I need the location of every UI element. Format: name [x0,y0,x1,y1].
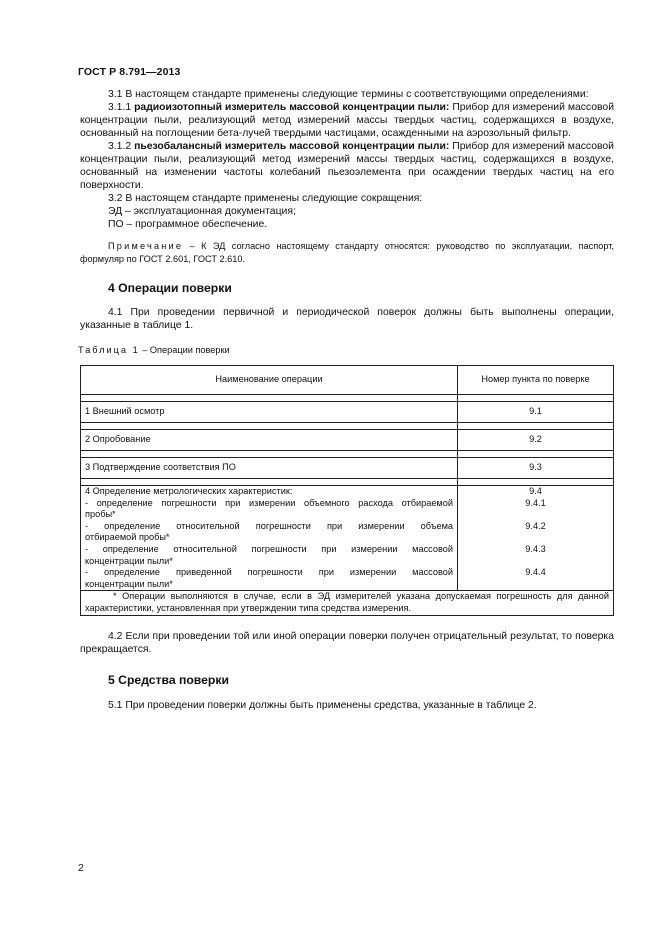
term-3-1-2: 3.1.2 пьезобалансный измеритель массовой концентрации пыли: Прибор для измерений массовой концентрации пыли, реализующий метод измерений массы твердых частиц, содержащихся в воздухе, основанный на изменении частоты колебаний пьезоэлемента при осаждении твердых частиц на его поверхности. [80,141,614,191]
table-footnote: * Операции выполняются в случае, если в ЭД измерителей указана допускаемая погрешность для данной характеристики, установленная при утверждении типа средства измерения. [81,591,614,615]
paragraph-3-1: 3.1 В настоящем стандарте применены следующие термины с соответствующими определениями: [108,89,589,100]
table-row: 3 Подтверждение соответствия ПО 9.3 [81,458,614,479]
table-row: 2 Опробование 9.2 [81,430,614,451]
column-header-operation: Наименование операции [81,366,458,395]
term-name: радиоизотопный измеритель массовой концентрации пыли: [134,102,450,113]
table-caption: Таблица 1 – Операции поверки [78,345,230,355]
paragraph-3-2: 3.2 В настоящем стандарте применены следующие сокращения: [108,193,423,204]
paragraph-4-1: 4.1 При проведении первичной и периодической поверок должны быть выполнены операции, указанные в таблице 1. [80,307,614,331]
page-content [80,88,614,712]
section-4-title: 4 Операции поверки [108,281,232,295]
note-label: Примечание [108,241,184,251]
term-definition: Прибор для измерений массовой концентрации пыли, реализующий метод измерений массы твердых частиц, содержащихся в воздухе, основанный на изменении частоты колебаний пьезоэлемента при осаждении твердых частиц на его поверхности. [80,141,614,191]
paragraph-4-2: 4.2 Если при проведении той или иной операции поверки получен отрицательный результат, то поверка прекращается. [80,630,614,655]
operations-table [80,365,614,616]
note-text: – К ЭД согласно настоящему стандарту относятся: руководство по эксплуатации, паспорт, формуляр по ГОСТ 2.601, ГОСТ 2.610. [80,241,614,264]
table-row: 1 Внешний осмотр 9.1 [81,402,614,423]
term-name: пьезобалансный измеритель массовой концентрации пыли: [134,141,450,152]
table-header-row [81,366,614,395]
note [80,240,614,266]
abbreviation-po: ПО – программное обеспечение. [108,219,268,230]
document-header: ГОСТ Р 8.791—2013 [78,66,181,78]
page-number: 2 [78,862,84,874]
column-header-clause: Номер пункта по поверке [458,366,614,395]
section-5-title: 5 Средства поверки [108,672,229,687]
abbreviation-ed: ЭД – эксплуатационная документация; [108,206,296,217]
term-3-1-1: 3.1.1 радиоизотопный измеритель массовой концентрации пыли: Прибор для измерений массовой концентрации пыли, реализующий метод измерений массы твердых частиц, содержащихся в воздухе, основанный на поглощении бета-лучей твердыми частицами, осажденными на аэрозольный фильтр. [80,102,615,139]
paragraph-5-1: 5.1 При проведении поверки должны быть применены средства, указанные в таблице 2. [108,699,537,711]
term-definition: Прибор для измерений массовой концентрации пыли, реализующий метод измерений массы твердых частиц, содержащихся в воздухе, основанный на поглощении бета-лучей твердыми частицами, осажденными на аэрозольный фильтр. [80,102,615,139]
table-row-metrology: 4 Определение метрологических характеристик: - определение погрешности при измерении объемного расхода отбираемой пробы* - определение относительной погрешности при измерении объема отбираемой пробы* - определение относительной погрешности при измерении массовой концентрации пыли* - определение приведенной погрешности при измерении массовой концентрации пыли* 9.4 9.4.1 9.4.2 9.4.3 9.4.4 [81,486,614,591]
